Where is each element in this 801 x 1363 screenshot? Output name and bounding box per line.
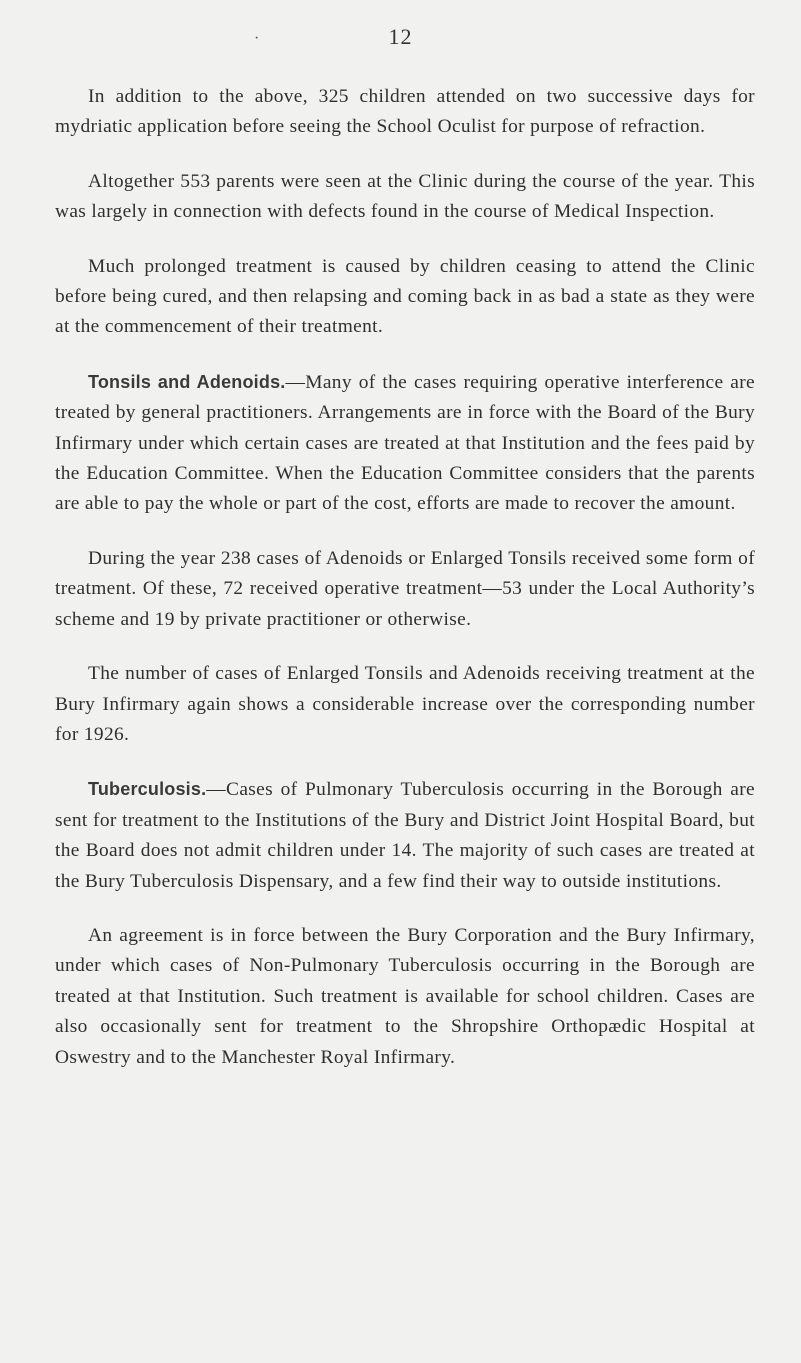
- paragraph-text: —Cases of Pulmonary Tuberculosis occurring in the Borough are sent for treatment to the Institutions of the Bury and District Joint Hospital Board, but the Board does not admit children under 14. The majority of such cases are treated at the Bury Tuberculosis Dispensary, and a few find their way to outside institutions.: [55, 779, 755, 892]
- body-text: [55, 82, 755, 1073]
- page-number: 12: [388, 24, 413, 49]
- paragraph-mydriatic: In addition to the above, 325 children attended on two successive days for mydriatic application before seeing the School Oculist for purpose of refraction.: [55, 86, 755, 138]
- section-heading-tonsils-adenoids: Tonsils and Adenoids.: [88, 371, 286, 392]
- paragraph-tonsils-adenoids: [55, 367, 755, 520]
- paragraph-prolonged-treatment: Much prolonged treatment is caused by children ceasing to attend the Clinic before being cured, and then relapsing and coming back in as bad a state as they were at the commencement of their treatment.: [55, 255, 755, 338]
- paragraph-non-pulmonary-agreement: An agreement is in force between the Bury Corporation and the Bury Infirmary, under which cases of Non-Pulmonary Tuberculosis occurring in the Borough are treated at that Institution. Such treatment is available for school children. Cases are also occasionally sent for treatment to the Shropshire Orthopædic Hospital at Oswestry and to the Manchester Royal Infirmary.: [55, 924, 755, 1068]
- paragraph-cases-treated: During the year 238 cases of Adenoids or Enlarged Tonsils received some form of treatment. Of these, 72 received operative treatment—53 under the Local Authority’s scheme and 19 by private practitioner or otherwise.: [55, 547, 755, 630]
- paragraph-parents-seen: Altogether 553 parents were seen at the Clinic during the course of the year. This was largely in connection with defects found in the course of Medical Inspection.: [55, 170, 755, 223]
- paragraph-text: —Many of the cases requiring operative interference are treated by general practitioners. Arrangements are in force with the Board of the Bury Infirmary under which certain cases are treated at that Institution and the fees paid by the Education Committee. When the Education Committee considers that the parents are able to pay the whole or part of the cost, efforts are made to recover the amount.: [55, 371, 755, 515]
- page-mark: ·: [254, 30, 260, 47]
- paragraph-tuberculosis: [55, 774, 755, 897]
- section-heading-tuberculosis: Tuberculosis.: [88, 779, 207, 800]
- paragraph-infirmary-increase: The number of cases of Enlarged Tonsils and Adenoids receiving treatment at the Bury Infirmary again shows a considerable increase over the corresponding number for 1926.: [55, 663, 755, 745]
